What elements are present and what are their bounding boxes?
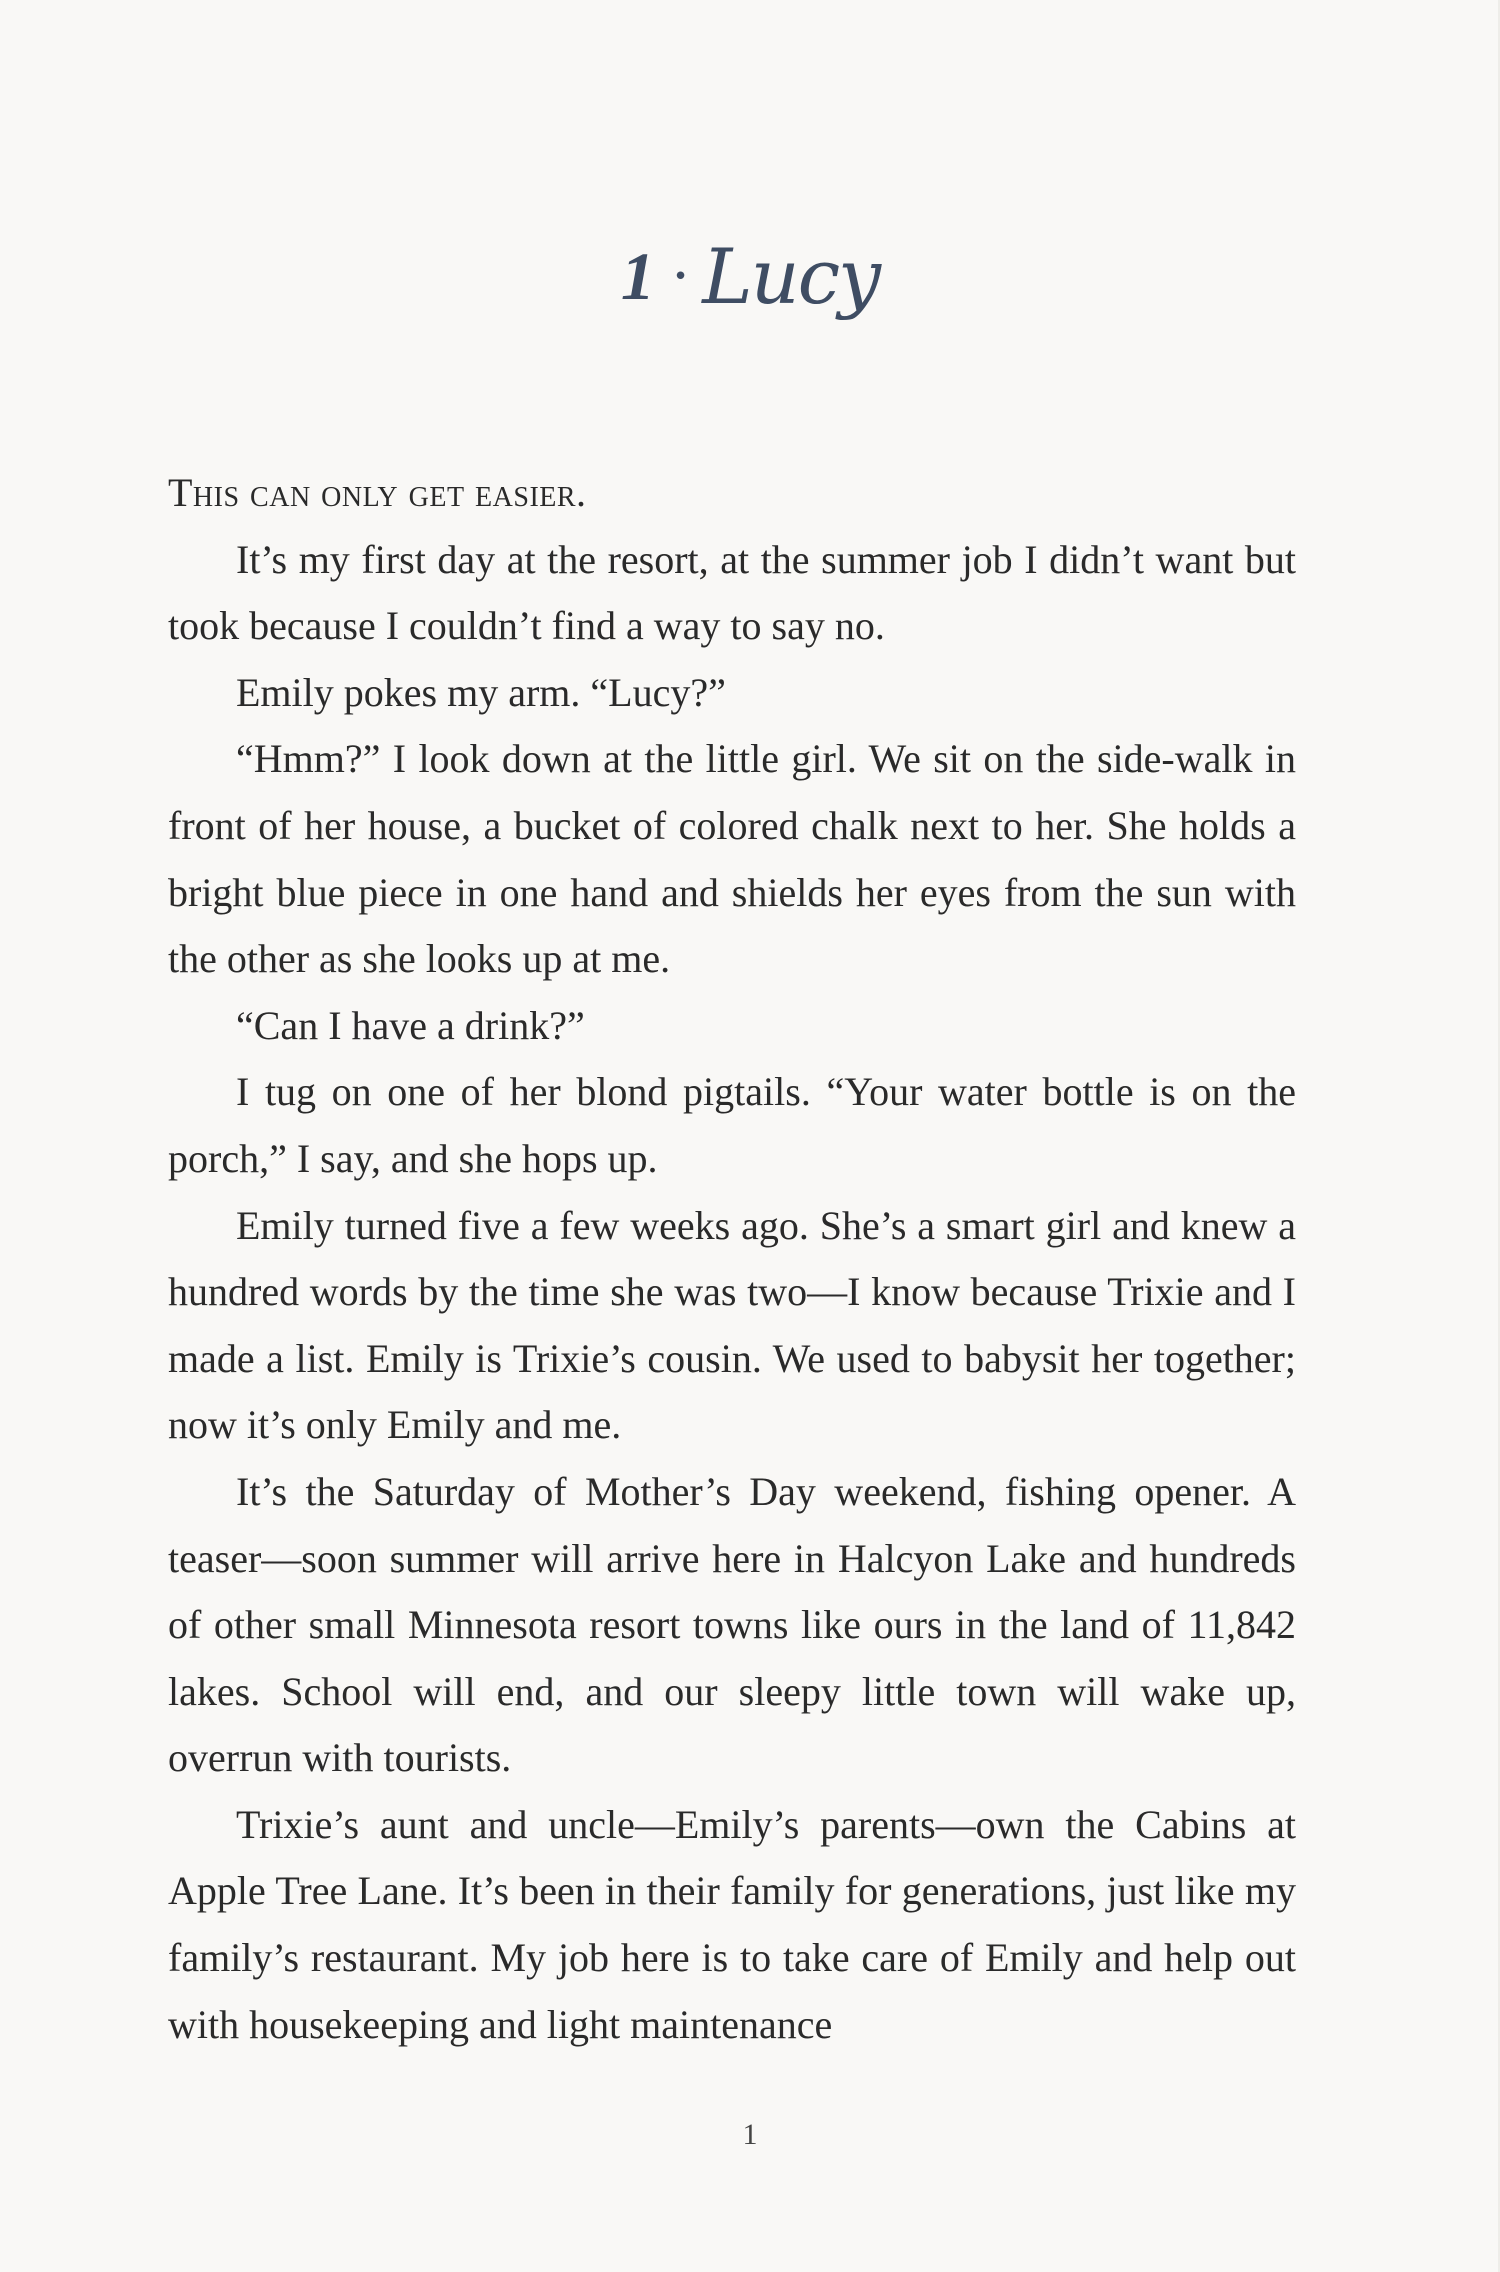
chapter-body: [168, 460, 1296, 2058]
paragraph: Emily turned five a few weeks ago. She’s a smart girl and knew a hundred words by the time she was two—I know because Trixie and I made a list. Emily is Trixie’s cousin. We used to babysit her together; now it’s only Emily and me.: [168, 1202, 1296, 1448]
opening-line: This can only get easier.: [168, 470, 587, 515]
paragraph: It’s my first day at the resort, at the summer job I didn’t want but took because I couldn’t find a way to say no.: [168, 536, 1296, 649]
paragraph: It’s the Saturday of Mother’s Day weekend, fishing opener. A teaser—soon summer will arrive here in Halcyon Lake and hundreds of other small Minnesota resort towns like ours in the land of 11,842 lakes. School will end, and our sleepy little town will wake up, overrun with tourists.: [168, 1468, 1296, 1781]
chapter-heading: [0, 232, 1500, 321]
chapter-bullet: •: [672, 261, 689, 292]
paragraph: Emily pokes my arm. “Lucy?”: [236, 669, 726, 715]
paragraph: “Can I have a drink?”: [236, 1002, 585, 1048]
chapter-number: 1: [620, 238, 655, 314]
page-number: 1: [742, 2118, 758, 2151]
paragraph: I tug on one of her blond pigtails. “Your water bottle is on the porch,” I say, and she hops up.: [168, 1069, 1296, 1181]
paragraph: Trixie’s aunt and uncle—Emily’s parents—own the Cabins at Apple Tree Lane. It’s been in their family for generations, just like my family’s restaurant. My job here is to take care of Emily and help out with housekeeping and light maintenance: [168, 1801, 1296, 2047]
chapter-title: Lucy: [702, 232, 880, 321]
paragraph: “Hmm?” I look down at the little girl. We sit on the side-walk in front of her house, a bucket of colored chalk next to her. She holds a bright blue piece in one hand and shields her eyes from the sun with the other as she looks up at me.: [168, 736, 1296, 982]
